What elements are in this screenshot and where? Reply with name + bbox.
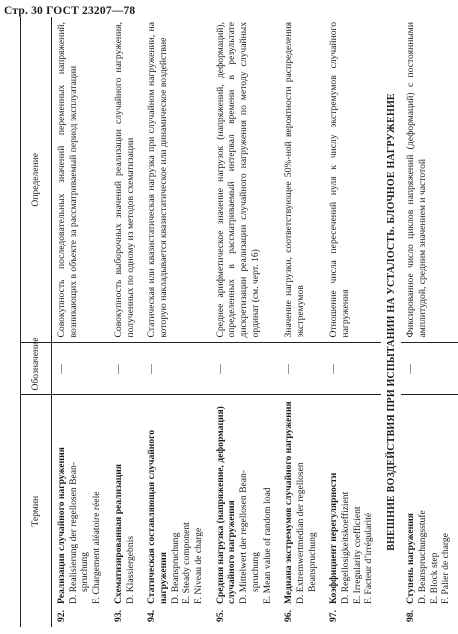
abbr-cell: — [324, 343, 381, 395]
table-row [401, 17, 458, 627]
table-row [109, 17, 142, 627]
translation: F. Palier de charge [440, 533, 452, 604]
translation: E. Steady component [181, 522, 193, 604]
term-cell [211, 395, 280, 627]
definition-cell: Значение нагрузки, соответствующее 50%-ной вероятности распределения экстремумов [279, 17, 324, 343]
translation: D. Regellosigkeitskoeffizient [340, 491, 352, 604]
translation: D. Mittelwert der regellosen Bean- [238, 470, 250, 604]
translation: E. Block step [428, 552, 440, 604]
translation: D. Beanspruchung [169, 532, 181, 604]
definition-cell: Отношение числа пересечений нуля к числу экстремумов случайного нагружения [324, 17, 381, 343]
term-number: 93. [112, 610, 124, 622]
abbr-cell: — [211, 343, 280, 395]
translation: D. Extremwertmedian der regellosen [294, 462, 306, 604]
definition-cell: Статическая или квазистатическая нагрузка при случайном нагружении, на которую накладывается квазистатическое или динамическое воздействие [142, 17, 211, 343]
definition-cell: Среднее арифметическое значение нагрузок (напряжений, деформаций), определенных в рассматриваемый интервал времени в результате дискретизации реализации случайного нагружения по методу случайных ординат (см. черт. 16) [211, 17, 280, 343]
translation: E. Irregularity coefficient [351, 506, 363, 604]
column-header-abbr: Обозначение [21, 343, 52, 395]
term-cell [142, 395, 211, 627]
term-title: Схематизированная реализация [112, 464, 124, 604]
translation: F. Chargement aléatoire réele [91, 491, 103, 604]
abbr-cell: — [279, 343, 324, 395]
table-row [142, 17, 211, 627]
column-header-definition: Определение [21, 17, 52, 343]
definition-cell: Совокупность последовательных значений переменных напряжений, возникающих в объекте за рассматриваемый период эксплуатации [52, 17, 109, 343]
term-cell [52, 395, 109, 627]
translation: spruchung [79, 552, 91, 592]
table-row [52, 17, 109, 627]
column-header-term: Термин [21, 395, 52, 627]
translation: E. Mean value of random load [261, 487, 273, 604]
translation: F. Niveau de charge [193, 527, 205, 604]
term-cell [401, 395, 458, 627]
rotated-table-frame [20, 17, 452, 627]
definition-cell: Фиксированное число циклов напряжений (деформаций) с постоянными амплитудой, средним значением и частотой [401, 17, 458, 343]
term-number: 96. [283, 610, 295, 622]
term-number: 94. [146, 610, 158, 622]
term-number: 97. [328, 610, 340, 622]
term-title: Коэффициент нерегулярности [328, 472, 340, 604]
term-cell [324, 395, 381, 627]
translation: Beanspruchung [306, 532, 318, 592]
abbr-cell: — [109, 343, 142, 395]
abbr-cell: — [52, 343, 109, 395]
term-cell [109, 395, 142, 627]
table-row [279, 17, 324, 627]
translation: spruchung [249, 552, 261, 592]
section-heading-row [381, 17, 401, 627]
translation: D. Realisierung der regellosen Bean- [67, 462, 79, 604]
translation: D. Beanspruchungsstufe [417, 510, 429, 604]
table-row [211, 17, 280, 627]
translation: F. Facteur d’irrégularité [363, 512, 375, 604]
term-cell [279, 395, 324, 627]
term-number: 95. [214, 610, 226, 622]
table-row [324, 17, 381, 627]
table-header-row [21, 17, 52, 627]
term-title: Средняя нагрузка (напряжение, деформация) случайного нагружения [214, 406, 238, 604]
term-title: Статическая составляющая случайного нагружения [146, 429, 169, 604]
abbr-cell: — [401, 343, 458, 395]
abbr-cell: — [142, 343, 211, 395]
terms-table [20, 17, 458, 627]
definition-cell: Совокупность выборочных значений реализации случайного нагружения, полученных по одному из методов схематизации [109, 17, 142, 343]
term-title: Ступень нагружения [405, 513, 417, 604]
term-number: 98. [405, 610, 417, 622]
term-title: Реализация случайного нагружения [56, 447, 67, 604]
term-number: 92. [56, 610, 67, 622]
page-header: Стр. 30 ГОСТ 23207—78 [4, 5, 136, 17]
section-heading: ВНЕШНИЕ ВОЗДЕЙСТВИЯ ПРИ ИСПЫТАНИИ НА УСТАЛОСТЬ. БЛОЧНОЕ НАГРУЖЕНИЕ [386, 93, 398, 551]
translation: D. Klassiergebnis [124, 535, 136, 604]
term-title: Медиана экстремумов случайного нагружения [283, 401, 295, 604]
